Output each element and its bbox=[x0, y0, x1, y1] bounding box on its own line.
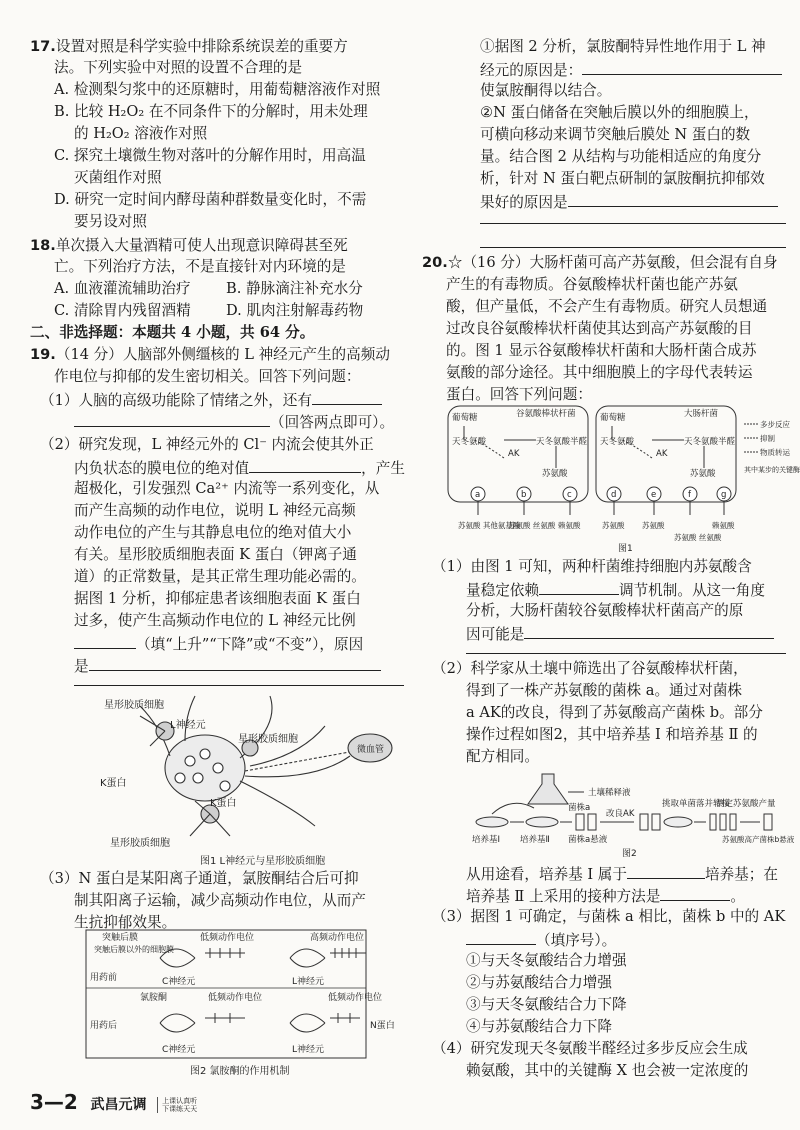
q20-stem-1: ☆（16 分）大肠杆菌可高产苏氨酸，但会混有自身 bbox=[447, 254, 778, 271]
fig2-label-synapse: 突触后膜 bbox=[102, 933, 139, 943]
fig2-label-l-neuron-1: L神经元 bbox=[292, 977, 325, 987]
q19-part2-line8: 据图 1 分析，抑郁症患者该细胞表面 K 蛋白 bbox=[74, 590, 361, 607]
q20-part2-blank-1[interactable] bbox=[627, 862, 705, 879]
fig2-label-c-neuron-2: C神经元 bbox=[162, 1045, 196, 1055]
fig1-label-k-bottom: K蛋白 bbox=[210, 798, 237, 809]
q20-part3-option-2[interactable]: ②与苏氨酸结合力增强 bbox=[466, 974, 612, 991]
q20-fig1-letter-b: b bbox=[521, 490, 527, 500]
q20-part1-line2b: 调节机制。从这一角度 bbox=[618, 582, 765, 599]
fig1-label-astro-bottom: 星形胶质细胞 bbox=[110, 838, 170, 849]
fig2-label-c-neuron-1: C神经元 bbox=[162, 977, 196, 987]
q20-stem-4: 过改良谷氨酸棒状杆菌使其达到高产苏氨酸的目 bbox=[446, 320, 753, 337]
fig2-label-high: 高频动作电位 bbox=[310, 933, 365, 943]
q20-fig1-letter-c: c bbox=[567, 490, 572, 500]
q18-option-a[interactable]: A. 血液灌流辅助治疗 bbox=[54, 280, 191, 297]
q20-part1-blank-2[interactable] bbox=[524, 622, 774, 639]
q19-part3-line2: 制其阳离子运输，减少高频动作电位，从而产 bbox=[74, 892, 366, 909]
q20-fig1-legend-3: 物质转运 bbox=[760, 448, 790, 457]
slogan-line-2: 下课练天天 bbox=[162, 1105, 198, 1113]
q19-part1-blank-b[interactable] bbox=[74, 410, 270, 427]
q20-part3-option-1[interactable]: ①与天冬氨酸结合力增强 bbox=[466, 952, 627, 969]
q20-figure-1 bbox=[444, 404, 800, 554]
q20-part3-option-4[interactable]: ④与苏氨酸结合力下降 bbox=[466, 1018, 612, 1035]
q20-part3-line2: （填序号）。 bbox=[536, 932, 617, 949]
q17-option-c[interactable]: C. 探究土壤微生物对落叶的分解作用时，用高温 bbox=[54, 147, 366, 164]
slogan-line-1: 上课认真听 bbox=[162, 1097, 198, 1105]
q17-option-d-cont: 要另设对照 bbox=[74, 213, 147, 230]
slogan bbox=[157, 1097, 197, 1113]
q19-stem-1: （14 分）人脑部外侧缰核的 L 神经元产生的高频动 bbox=[55, 346, 390, 363]
q20-part2-line1: （2）科学家从土壤中筛选出了谷氨酸棒状杆菌， bbox=[432, 660, 748, 677]
q19-part2-line5: 动作电位的产生与其静息电位的绝对值大小 bbox=[74, 524, 352, 541]
q19-part2-line6: 有关。星形胶质细胞表面 K 蛋白（钾离子通 bbox=[74, 546, 357, 563]
q19-part3-blank-1[interactable] bbox=[582, 58, 782, 75]
q20-fig1-asp-1: 天冬氨酸 bbox=[452, 437, 487, 447]
q20-fig1-bot-2: 苏氨酸 丝氨酸 bbox=[508, 521, 556, 530]
q18-option-b[interactable]: B. 静脉滴注补充水分 bbox=[226, 280, 363, 297]
q20-fig1-letter-e: e bbox=[651, 490, 657, 500]
q19-part3-sub1-line3: 使氯胺酮得以结合。 bbox=[480, 82, 612, 99]
q20-part3-line1: （3）据图 1 可确定，与菌株 a 相比，菌株 b 中的 AK bbox=[432, 908, 786, 925]
q20-fig1-semi-1: 天冬氨酸半醛 bbox=[536, 437, 588, 447]
q19-part2-line10: （填“上升”“下降”或“不变”），原因 bbox=[136, 636, 364, 653]
q20-stem-5: 的。图 1 显示谷氨酸棒状杆菌和大肠杆菌合成苏 bbox=[446, 342, 757, 359]
fig2-label-n-protein: N蛋白 bbox=[370, 1021, 395, 1031]
q20-fig2-soil: 土壤稀释液 bbox=[588, 788, 631, 798]
fig2-label-after: 用药后 bbox=[90, 1021, 118, 1031]
q20-fig1-ak-1: AK bbox=[508, 449, 520, 459]
q20-part1-line2a: 量稳定依赖 bbox=[466, 582, 539, 599]
q19-part2-blank-3[interactable] bbox=[89, 654, 381, 671]
q19-figure-2 bbox=[80, 928, 410, 1078]
fig2-label-before: 用药前 bbox=[90, 973, 118, 983]
q20-part1-line1: （1）由图 1 可知，两种杆菌维持细胞内苏氨酸含 bbox=[432, 558, 752, 575]
q20-part2-line4: 操作过程如图2，其中培养基 Ⅰ 和培养基 Ⅱ 的 bbox=[466, 726, 758, 743]
q17-option-d[interactable]: D. 研究一定时间内酵母菌种群数量变化时，不需 bbox=[54, 191, 367, 208]
q17-option-b-cont: 的 H₂O₂ 溶液作对照 bbox=[74, 125, 208, 142]
q20-part3-blank[interactable] bbox=[466, 928, 536, 945]
q19-stem-2: 作电位与抑郁的发生密切相关。回答下列问题： bbox=[54, 368, 361, 385]
q20-part4-line2: 赖氨酸，其中的关键酶 X 也会被一定浓度的 bbox=[466, 1062, 749, 1079]
q19-part3-blank-4[interactable] bbox=[480, 246, 786, 248]
q20-part1-line4: 因可能是 bbox=[466, 626, 525, 643]
q20-part2-line2: 得到了一株产苏氨酸的菌株 a。通过对菌株 bbox=[466, 682, 743, 699]
q20-fig1-legend-2: 抑制 bbox=[760, 434, 775, 443]
q19-part2-line11: 是 bbox=[74, 658, 89, 675]
q20-fig1-asp-2: 天冬氨酸 bbox=[600, 437, 635, 447]
q19-part3-sub1-line1: ①据图 2 分析，氯胺酮特异性地作用于 L 神 bbox=[480, 38, 766, 55]
brand-name: 武昌元调 bbox=[90, 1097, 147, 1113]
q19-part3-sub2-line1: ②N 蛋白储备在突触后膜以外的细胞膜上， bbox=[480, 104, 759, 121]
q19-part1-text: （1）人脑的高级功能除了情绪之外，还有 bbox=[40, 392, 312, 409]
q18-stem-1: 单次摄入大量酒精可使人出现意识障碍甚至死 bbox=[55, 237, 348, 254]
q20-fig2-caption: 图2 bbox=[622, 849, 637, 859]
q18-option-d[interactable]: D. 肌肉注射解毒药物 bbox=[226, 302, 364, 319]
q20-fig1-bot-6: 苏氨酸 丝氨酸 bbox=[674, 533, 722, 542]
q20-fig1-legend-4: 其中某步的关键酶 bbox=[744, 466, 800, 474]
q20-fig1-semi-2: 天冬氨酸半醛 bbox=[684, 437, 736, 447]
q20-stem-7: 蛋白。回答下列问题： bbox=[446, 386, 592, 403]
fig2-label-low-1: 低频动作电位 bbox=[200, 933, 255, 943]
q19-part3-sub2-line3: 量。结合图 2 从结构与功能相适应的角度分 bbox=[480, 148, 762, 165]
q20-stem-3: 酸，但产量低，不会产生有毒物质。研究人员想通 bbox=[446, 298, 768, 315]
q20-fig1-glucose-2: 葡萄糖 bbox=[600, 413, 626, 423]
q19-part1-hint: （回答两点即可）。 bbox=[270, 414, 395, 431]
fig1-label-astro-top: 星形胶质细胞 bbox=[104, 700, 164, 711]
fig2-label-l-neuron-2: L神经元 bbox=[292, 1045, 325, 1055]
fig1-caption: 图1 L神经元与星形胶质细胞 bbox=[200, 856, 326, 867]
q20-fig1-ecoli: 大肠杆菌 bbox=[684, 409, 719, 419]
q20-number: 20. bbox=[422, 254, 448, 271]
q20-part1-line3: 分析，大肠杆菌较谷氨酸棒状杆菌高产的原 bbox=[466, 602, 744, 619]
q19-part3-sub2-line5: 果好的原因是 bbox=[480, 194, 568, 211]
q17-option-b[interactable]: B. 比较 H₂O₂ 在不同条件下的分解时，用未处理 bbox=[54, 103, 368, 120]
q17-option-a[interactable]: A. 检测梨匀浆中的还原糖时，用葡萄糖溶液作对照 bbox=[54, 81, 381, 98]
q20-fig2-medium-2: 培养基Ⅱ bbox=[520, 835, 550, 845]
q20-fig2-medium-1: 培养基Ⅰ bbox=[472, 835, 501, 845]
q20-fig1-caption: 图1 bbox=[618, 544, 633, 554]
q18-option-c[interactable]: C. 清除胃内残留酒精 bbox=[54, 302, 191, 319]
q20-fig2-measure: 测定苏氨酸产量 bbox=[716, 799, 776, 809]
q20-fig2-strain-a: 菌株a bbox=[568, 803, 591, 813]
q19-part2-line4: 而产生高频的动作电位，说明 L 神经元高频 bbox=[74, 502, 356, 519]
q20-fig1-bot-3: 赖氨酸 bbox=[558, 521, 581, 530]
fig1-label-k-left: K蛋白 bbox=[100, 778, 127, 789]
q20-fig2-suspension: 菌株a悬液 bbox=[568, 835, 608, 845]
q20-fig1-thr-2: 苏氨酸 bbox=[690, 469, 716, 479]
q17-option-c-cont: 灭菌组作对照 bbox=[74, 169, 162, 186]
fig2-caption: 图2 氯胺酮的作用机制 bbox=[190, 1066, 290, 1077]
q19-part3-line3: 生抗抑郁效果。 bbox=[74, 914, 177, 931]
q20-fig1-legend-1: 多步反应 bbox=[760, 420, 790, 429]
q20-stem-2: 产生的有毒物质。谷氨酸棒状杆菌也能产苏氨 bbox=[446, 276, 738, 293]
fig2-label-low-3: 低频动作电位 bbox=[328, 993, 383, 1003]
q20-part2-line7a: 培养基 Ⅱ 上采用的接种方法是 bbox=[466, 888, 661, 905]
q20-fig1-bot-4: 苏氨酸 bbox=[602, 521, 625, 530]
q19-part2-line3: 超极化，引发强烈 Ca²⁺ 内流等一系列变化，从 bbox=[74, 480, 380, 497]
fig1-label-astro-mid: 星形胶质细胞 bbox=[238, 734, 298, 745]
q19-part3-line1: （3）N 蛋白是某阳离子通道，氯胺酮结合后可抑 bbox=[40, 870, 359, 887]
fig2-label-low-2: 低频动作电位 bbox=[208, 993, 263, 1003]
q19-part2-line9: 过多，使产生高频动作电位的 L 神经元比例 bbox=[74, 612, 356, 629]
section-2-heading: 二、非选择题：本题共 4 小题，共 64 分。 bbox=[30, 324, 315, 341]
page-number: 3—2 bbox=[30, 1090, 78, 1114]
q20-figure-2 bbox=[472, 770, 795, 860]
q20-fig2-pick: 挑取单菌落并转接 bbox=[662, 799, 731, 809]
q18-number: 18. bbox=[30, 237, 56, 254]
q20-stem-6: 氨酸的部分途径。其中细胞膜上的字母代表转运 bbox=[446, 364, 753, 381]
q19-part2-line7: 道）的正常数量，是其正常生理功能必需的。 bbox=[74, 568, 366, 585]
q20-fig1-thr-1: 苏氨酸 bbox=[542, 469, 568, 479]
q20-part1-blank-1[interactable] bbox=[539, 578, 619, 595]
q19-part2-line1: （2）研究发现，L 神经元外的 Cl⁻ 内流会使其外正 bbox=[40, 436, 374, 453]
q20-part2-blank-2[interactable] bbox=[660, 884, 730, 901]
q20-fig2-high: 苏氨酸高产菌株b悬液 bbox=[722, 835, 795, 844]
q19-number: 19. bbox=[30, 346, 56, 363]
q20-part2-line5: 配方相同。 bbox=[466, 748, 539, 765]
q20-fig1-glucose-1: 葡萄糖 bbox=[452, 413, 478, 423]
q20-fig2-modify: 改良AK bbox=[606, 809, 635, 819]
q19-figure-1 bbox=[100, 686, 400, 866]
q20-fig1-letter-f: f bbox=[688, 490, 691, 500]
q20-part2-line3: a AK的改良，得到了苏氨酸高产菌株 b。部分 bbox=[466, 704, 763, 721]
q20-part4-line1: （4）研究发现天冬氨酸半醛经过多步反应会生成 bbox=[432, 1040, 748, 1057]
q19-part2-line2: 内负状态的膜电位的绝对值 bbox=[74, 460, 250, 477]
q20-fig1-bot-7: 赖氨酸 bbox=[712, 521, 735, 530]
fig1-label-l-neuron: L神经元 bbox=[170, 720, 206, 731]
q19-part3-sub2-line4: 析，针对 N 蛋白靶点研制的氯胺酮抗抑郁效 bbox=[480, 170, 765, 187]
q20-part1-blank-3[interactable] bbox=[466, 652, 786, 654]
q18-stem-2: 亡。下列治疗方法，不是直接针对内环境的是 bbox=[54, 258, 346, 275]
q20-fig1-letter-g: g bbox=[721, 490, 727, 500]
q20-fig1-c-glut: 谷氨酸棒状杆菌 bbox=[516, 409, 576, 419]
q19-part3-sub2-line2: 可横向移动来调节突触后膜处 N 蛋白的数 bbox=[480, 126, 751, 143]
q20-part2-line6b: 培养基；在 bbox=[704, 866, 778, 883]
page-footer bbox=[30, 1090, 197, 1114]
q20-fig1-ak-2: AK bbox=[656, 449, 668, 459]
q20-part2-line6a: 从用途看，培养基 Ⅰ 属于 bbox=[466, 866, 627, 883]
q19-part3-blank-3[interactable] bbox=[480, 222, 786, 224]
q19-part3-sub1-line2: 经元的原因是： bbox=[480, 62, 583, 79]
q20-fig1-bot-1: 苏氨酸 其他氨基酸 bbox=[458, 521, 521, 530]
q20-part2-line7b: 。 bbox=[730, 888, 745, 905]
q17-stem-2: 法。下列实验中对照的设置不合理的是 bbox=[54, 59, 303, 76]
q19-part2-blank-1[interactable] bbox=[249, 456, 361, 473]
q20-fig1-bot-5: 苏氨酸 bbox=[642, 521, 665, 530]
q19-part3-blank-2[interactable] bbox=[568, 190, 778, 207]
q20-part3-option-3[interactable]: ③与天冬氨酸结合力下降 bbox=[466, 996, 627, 1013]
q19-part1-blank-a[interactable] bbox=[312, 388, 382, 405]
q20-fig1-letter-a: a bbox=[475, 490, 481, 500]
fig2-label-ketamine: 氯胺酮 bbox=[140, 993, 168, 1003]
q17-stem-1: 设置对照是科学实验中排除系统误差的重要方 bbox=[55, 38, 348, 55]
q19-part2-blank-2[interactable] bbox=[74, 632, 136, 649]
fig2-label-outside: 突触后膜以外的细胞膜 bbox=[94, 945, 174, 954]
fig1-label-vessel: 微血管 bbox=[357, 745, 385, 755]
q19-part2-line2b: ，产生 bbox=[361, 460, 405, 477]
q20-fig1-letter-d: d bbox=[611, 490, 617, 500]
q17-number: 17. bbox=[30, 38, 56, 55]
